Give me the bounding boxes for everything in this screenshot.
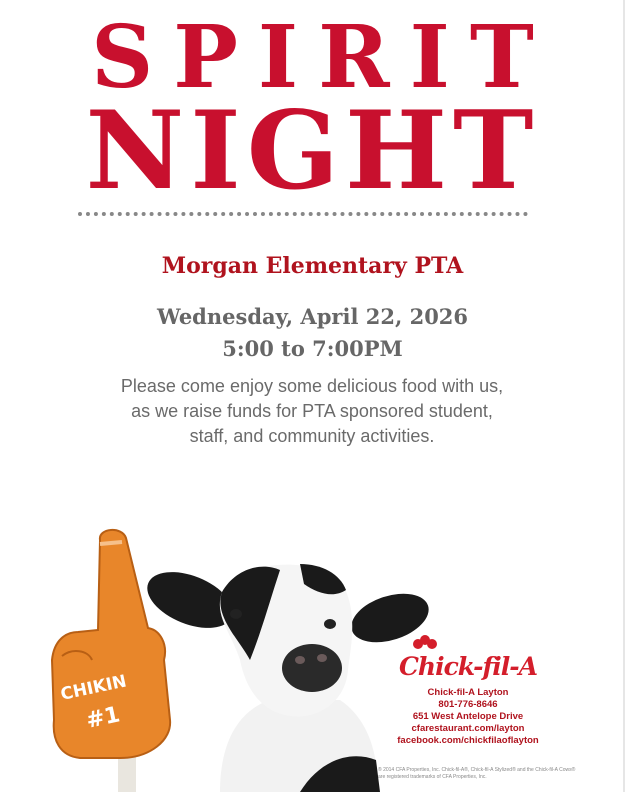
organization-name: Morgan Elementary PTA: [161, 253, 464, 279]
phone-number: 801-776-8646: [438, 699, 498, 710]
description-line: staff, and community activities.: [189, 426, 435, 446]
event-date: Wednesday, April 22, 2026: [156, 304, 469, 329]
title-night: NIGHT: [85, 88, 540, 214]
event-description: [62, 374, 562, 449]
chick-fil-a-logo: Chick-fil-A: [399, 652, 537, 681]
location-name: Chick-fil-A Layton: [427, 687, 509, 698]
finger-text-1: CHIKIN: [58, 671, 129, 705]
dotted-divider: [78, 212, 528, 216]
street-address: 651 West Antelope Drive: [412, 711, 524, 722]
finger-text-2: #1: [84, 702, 123, 734]
title-spirit: SPIRIT: [91, 7, 554, 108]
description-line: Please come enjoy some delicious food with us,: [120, 376, 504, 396]
facebook-link[interactable]: facebook.com/chickfilaoflayton: [397, 735, 539, 746]
website-link[interactable]: cfarestaurant.com/layton: [411, 723, 525, 734]
description-line: as we raise funds for PTA sponsored student,: [131, 401, 493, 421]
contact-info: [388, 687, 548, 747]
event-time: 5:00 to 7:00PM: [222, 336, 403, 361]
brand-block: [388, 632, 548, 747]
legal-notice: ® 2014 CFA Properties, Inc. Chick-fil-A®, Chick-fil-A Stylized® and the Chick-fil-A Cows® are registered trademarks of CFA Properties, Inc.: [378, 767, 576, 780]
chick-icon: [408, 632, 438, 654]
